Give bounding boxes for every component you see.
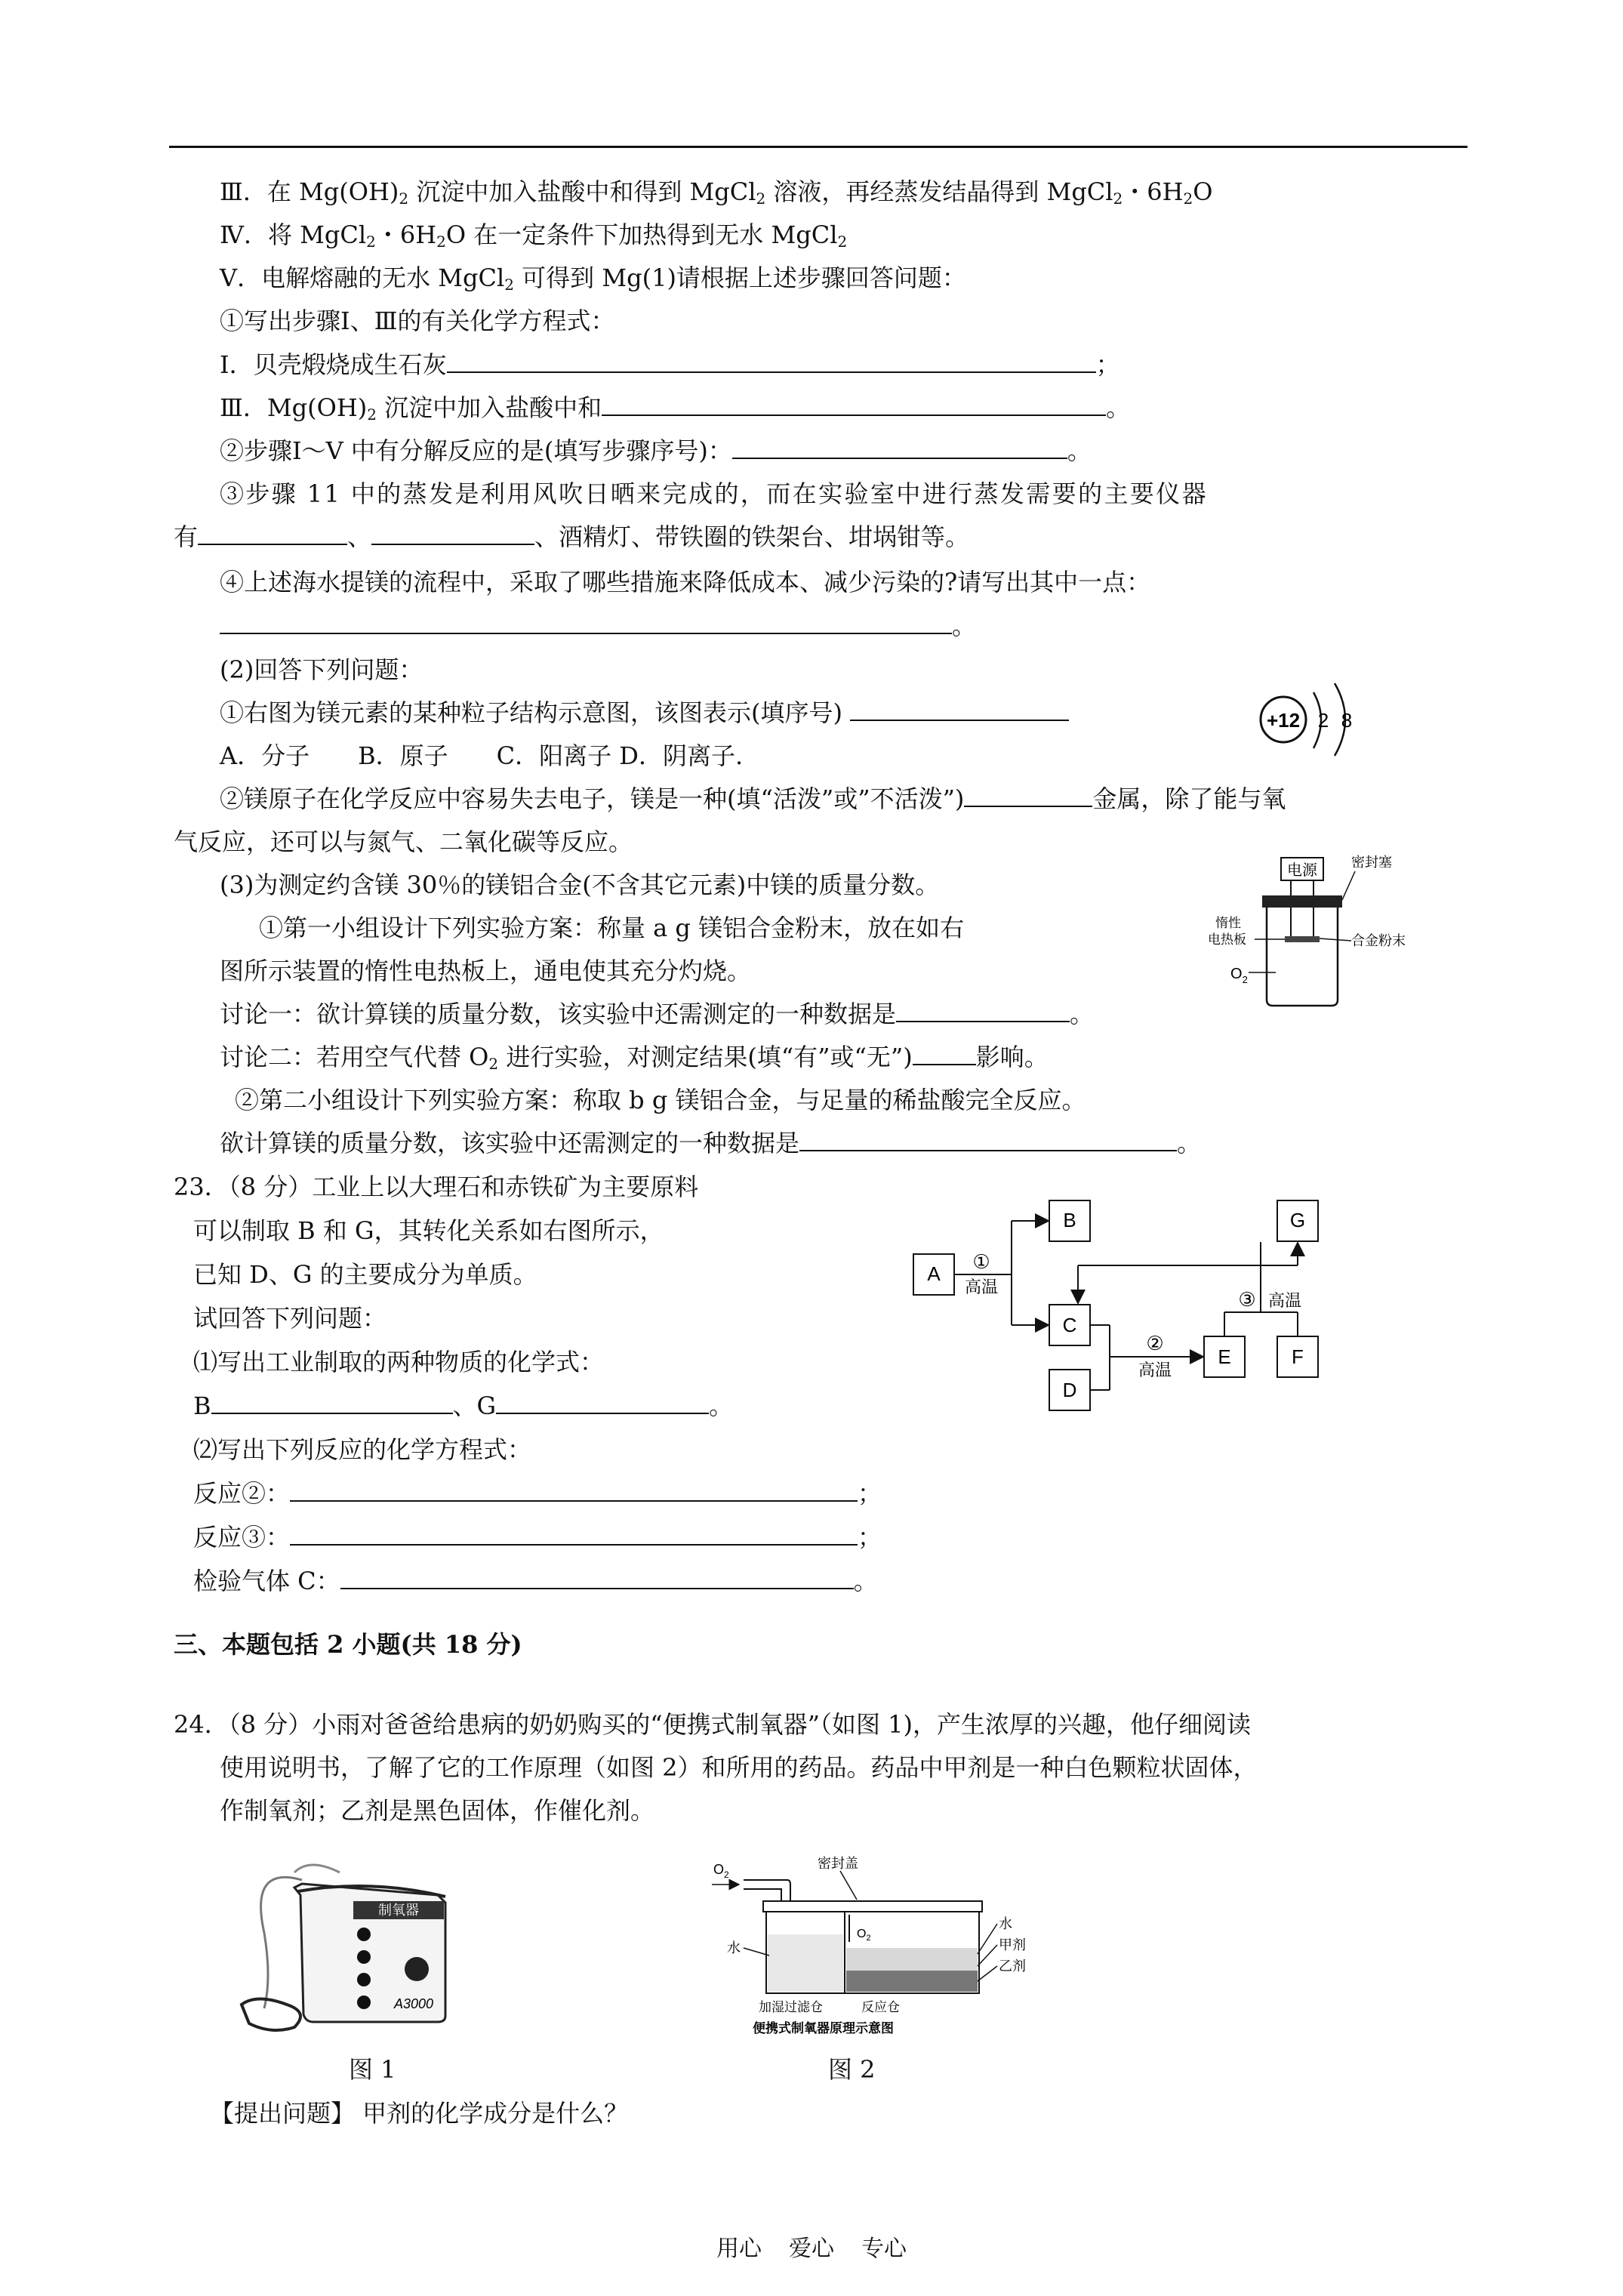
answer-blank[interactable] <box>913 1041 976 1065</box>
seal-label: 密封塞 <box>1351 855 1392 870</box>
discussion-1: 讨论一：欲计算镁的质量分数，该实验中还需测定的一种数据是 。 <box>220 1000 1095 1028</box>
header-rule <box>169 146 1467 148</box>
q-4-line: ④上述海水提镁的流程中，采取了哪些措施来降低成本、减少污染的?请写出其中一点： <box>220 568 1151 596</box>
answer-blank[interactable] <box>290 1521 858 1546</box>
section-3-heading: 三、本题包括 2 小题(共 18 分) <box>174 1630 522 1659</box>
nucleus-charge: +12 <box>1266 709 1301 732</box>
q-2-line: ②步骤Ⅰ～V 中有分解反应的是(填写步骤序号)： 。 <box>220 436 1092 465</box>
step-5-text: V．电解熔融的无水 MgCl$_2$ 可得到 Mg(1)请根据上述步骤回答问题： <box>220 264 966 294</box>
part-3-q2: ②第二小组设计下列实验方案：称取 b g 镁铝合金，与足量的稀盐酸完全反应。 <box>235 1086 1086 1114</box>
answer-blank[interactable] <box>799 1127 1177 1151</box>
answer-blank-b[interactable] <box>211 1390 453 1414</box>
reaction-3-marker: ③ <box>1238 1288 1256 1311</box>
part-2-heading: (2)回答下列问题： <box>220 655 423 684</box>
figure-1-caption: 图 1 <box>349 2055 396 2084</box>
q23-stem-4: 试回答下列问题： <box>193 1304 387 1333</box>
q23-reaction-3: 反应③： ； <box>193 1523 882 1552</box>
answer-blank-g[interactable] <box>496 1390 709 1414</box>
filter-chamber-label: 加湿过滤仓 <box>759 2000 823 2014</box>
q23-part-1-answers: B 、G 。 <box>193 1391 734 1420</box>
device-model: A3000 <box>393 1996 434 2011</box>
answer-blank[interactable] <box>447 349 1096 373</box>
water-left-label: 水 <box>727 1940 741 1955</box>
device-button <box>357 1928 371 1941</box>
oxygen-generator-photo <box>234 1850 460 2039</box>
q23-reaction-2: 反应②： ； <box>193 1479 882 1508</box>
plate-label-1: 惰性 <box>1215 916 1241 930</box>
answer-blank[interactable] <box>850 697 1069 721</box>
label-e: E <box>1218 1345 1231 1368</box>
footer-word: 爱心 <box>789 2236 834 2262</box>
reactor-agents <box>846 1971 978 1992</box>
mg-ion-structure-diagram <box>1246 676 1381 759</box>
q23-test-gas: 检验气体 C： 。 <box>193 1567 878 1595</box>
step-4-text: Ⅳ．将 MgCl$_2$・$6H_2O$ 在一定条件下加热得到无水 MgCl$_2$ <box>220 220 848 251</box>
answer-blank[interactable] <box>371 521 534 545</box>
reactor-water <box>846 1948 978 1971</box>
label-g: G <box>1289 1209 1306 1231</box>
water-right-label: 水 <box>999 1916 1012 1931</box>
q-4-answer-line: 。 <box>220 610 976 642</box>
reaction-3-condition: 高温 <box>1267 1291 1302 1310</box>
reaction-2-condition: 高温 <box>1138 1361 1172 1379</box>
q-3-line: ③步骤 11 中的蒸发是利用风吹日晒来完成的，而在实验室中进行蒸发需要的主要仪器 <box>220 479 1209 508</box>
o2-label: $O_2$ <box>1230 966 1248 985</box>
page-footer <box>0 2230 1623 2263</box>
schematic-title: 便携式制氧器原理示意图 <box>753 2021 894 2036</box>
q-3-line-2: 有 、 、酒精灯、带铁圈的铁架台、坩埚钳等。 <box>174 522 970 551</box>
device-button <box>357 1950 371 1964</box>
answer-blank[interactable] <box>220 610 952 634</box>
part-2-q2-cont: 气反应，还可以与氮气、二氧化碳等反应。 <box>174 827 633 856</box>
answer-blank[interactable] <box>896 998 1070 1022</box>
footer-word: 用心 <box>716 2236 762 2262</box>
q23-stem-2: 可以制取 B 和 G，其转化关系如右图所示， <box>193 1216 664 1245</box>
part-3-heading: (3)为测定约含镁 30％的镁铝合金(不含其它元素)中镁的质量分数。 <box>220 871 940 899</box>
q-1-i-line: Ⅰ．贝壳煅烧成生石灰 ； <box>220 350 1120 379</box>
device-button <box>357 1973 371 1986</box>
reaction-2-marker: ② <box>1146 1332 1164 1354</box>
label-d: D <box>1062 1379 1077 1401</box>
part-2-options: A．分子 B．原子 C．阳离子 D．阴离子. <box>220 741 744 770</box>
answer-blank[interactable] <box>602 392 1106 416</box>
q24-stem-3: 作制氧剂；乙剂是黑色固体，作催化剂。 <box>220 1796 655 1825</box>
q23-part-1: ⑴写出工业制取的两种物质的化学式： <box>193 1348 605 1376</box>
discussion-2: 讨论二：若用空气代替 $O_2$ 进行实验，对测定结果(填“有”或“无”) 影响。 <box>220 1043 1049 1073</box>
q24-stem-1: 24．（8 分）小雨对爸爸给患病的奶奶购买的“便携式制氧器”（如图 1)，产生浓厚的兴趣，他仔细阅读 <box>174 1710 1251 1739</box>
agent-a-label: 甲剂 <box>999 1937 1026 1952</box>
label-a: A <box>927 1262 941 1285</box>
q-1-iii-line: Ⅲ．$Mg(OH)_2$ 沉淀中加入盐酸中和 。 <box>220 393 1131 424</box>
answer-blank[interactable] <box>290 1478 858 1502</box>
powder-label: 合金粉末 <box>1351 933 1406 948</box>
answer-blank[interactable] <box>198 521 347 545</box>
power-label: 电源 <box>1287 862 1317 879</box>
step-3-text: Ⅲ．在 $Mg(OH)_2$ 沉淀中加入盐酸中和得到 MgCl$_2$ 溶液，再经蒸发结晶得到 MgCl$_2$・$6H_2O$ <box>220 177 1213 208</box>
cannula <box>242 1999 300 2031</box>
plate-label-2: 电热板 <box>1208 932 1246 947</box>
answer-blank[interactable] <box>964 783 1092 807</box>
answer-blank[interactable] <box>732 435 1067 459</box>
lid-label: 密封盖 <box>818 1856 858 1871</box>
schematic-o2-inner: $O_2$ <box>857 1928 871 1943</box>
flask <box>1267 908 1338 1006</box>
oxygen-generator-schematic <box>706 1851 1030 2048</box>
q23-stem-3: 已知 D、G 的主要成分为单质。 <box>193 1260 537 1289</box>
answer-blank[interactable] <box>340 1565 854 1589</box>
shell-2-electrons: 8 <box>1341 709 1353 732</box>
q24-stem-2: 使用说明书，了解了它的工作原理（如图 2）和所用的药品。药品中甲剂是一种白色颗粒状固体， <box>220 1753 1258 1782</box>
part-2-q2: ②镁原子在化学反应中容易失去电子，镁是一种(填“活泼”或”不活泼”) 金属，除了能与氧 <box>220 784 1286 813</box>
label-c: C <box>1062 1314 1077 1336</box>
part-2-q1: ①右图为镁元素的某种粒子结构示意图，该图表示(填序号) <box>220 697 1069 729</box>
filter-chamber-water <box>768 1934 843 1992</box>
seal-lid <box>763 1901 982 1912</box>
part-3-q1-cont: 图所示装置的惰性电热板上，通电使其充分灼烧。 <box>220 957 752 985</box>
device-button <box>357 1996 371 2009</box>
q23-stem-1: 23．（8 分）工业上以大理石和赤铁矿为主要原料 <box>174 1173 699 1201</box>
label-b: B <box>1063 1209 1076 1231</box>
footer-word: 专心 <box>861 2236 907 2262</box>
combustion-apparatus-diagram <box>1200 852 1449 1010</box>
reaction-1-condition: 高温 <box>964 1277 999 1296</box>
device-brand: 制氧器 <box>378 1903 419 1918</box>
part-3-q2-cont: 欲计算镁的质量分数，该实验中还需测定的一种数据是 。 <box>220 1129 1202 1157</box>
label-f: F <box>1292 1345 1304 1368</box>
figure-2-caption: 图 2 <box>828 2055 876 2084</box>
reactor-label: 反应仓 <box>861 2000 900 2014</box>
shell-1-electrons: 2 <box>1317 709 1329 732</box>
tube <box>261 1877 302 2008</box>
q-1-prompt: ①写出步骤Ⅰ、Ⅲ的有关化学方程式： <box>220 307 615 335</box>
agent-b-label: 乙剂 <box>999 1959 1026 1974</box>
q24-question: 【提出问题】 甲剂的化学成分是什么？ <box>210 2099 629 2128</box>
seal-stopper <box>1262 895 1342 908</box>
schematic-o2-out: $O_2$ <box>713 1862 729 1880</box>
conversion-flow-diagram <box>906 1185 1344 1435</box>
device-logo-icon <box>405 1957 429 1981</box>
q23-part-2: ⑵写出下列反应的化学方程式： <box>193 1435 532 1464</box>
part-3-q1: ①第一小组设计下列实验方案：称量 a g 镁铝合金粉末，放在如右 <box>259 914 965 942</box>
reaction-1-marker: ① <box>972 1250 990 1273</box>
